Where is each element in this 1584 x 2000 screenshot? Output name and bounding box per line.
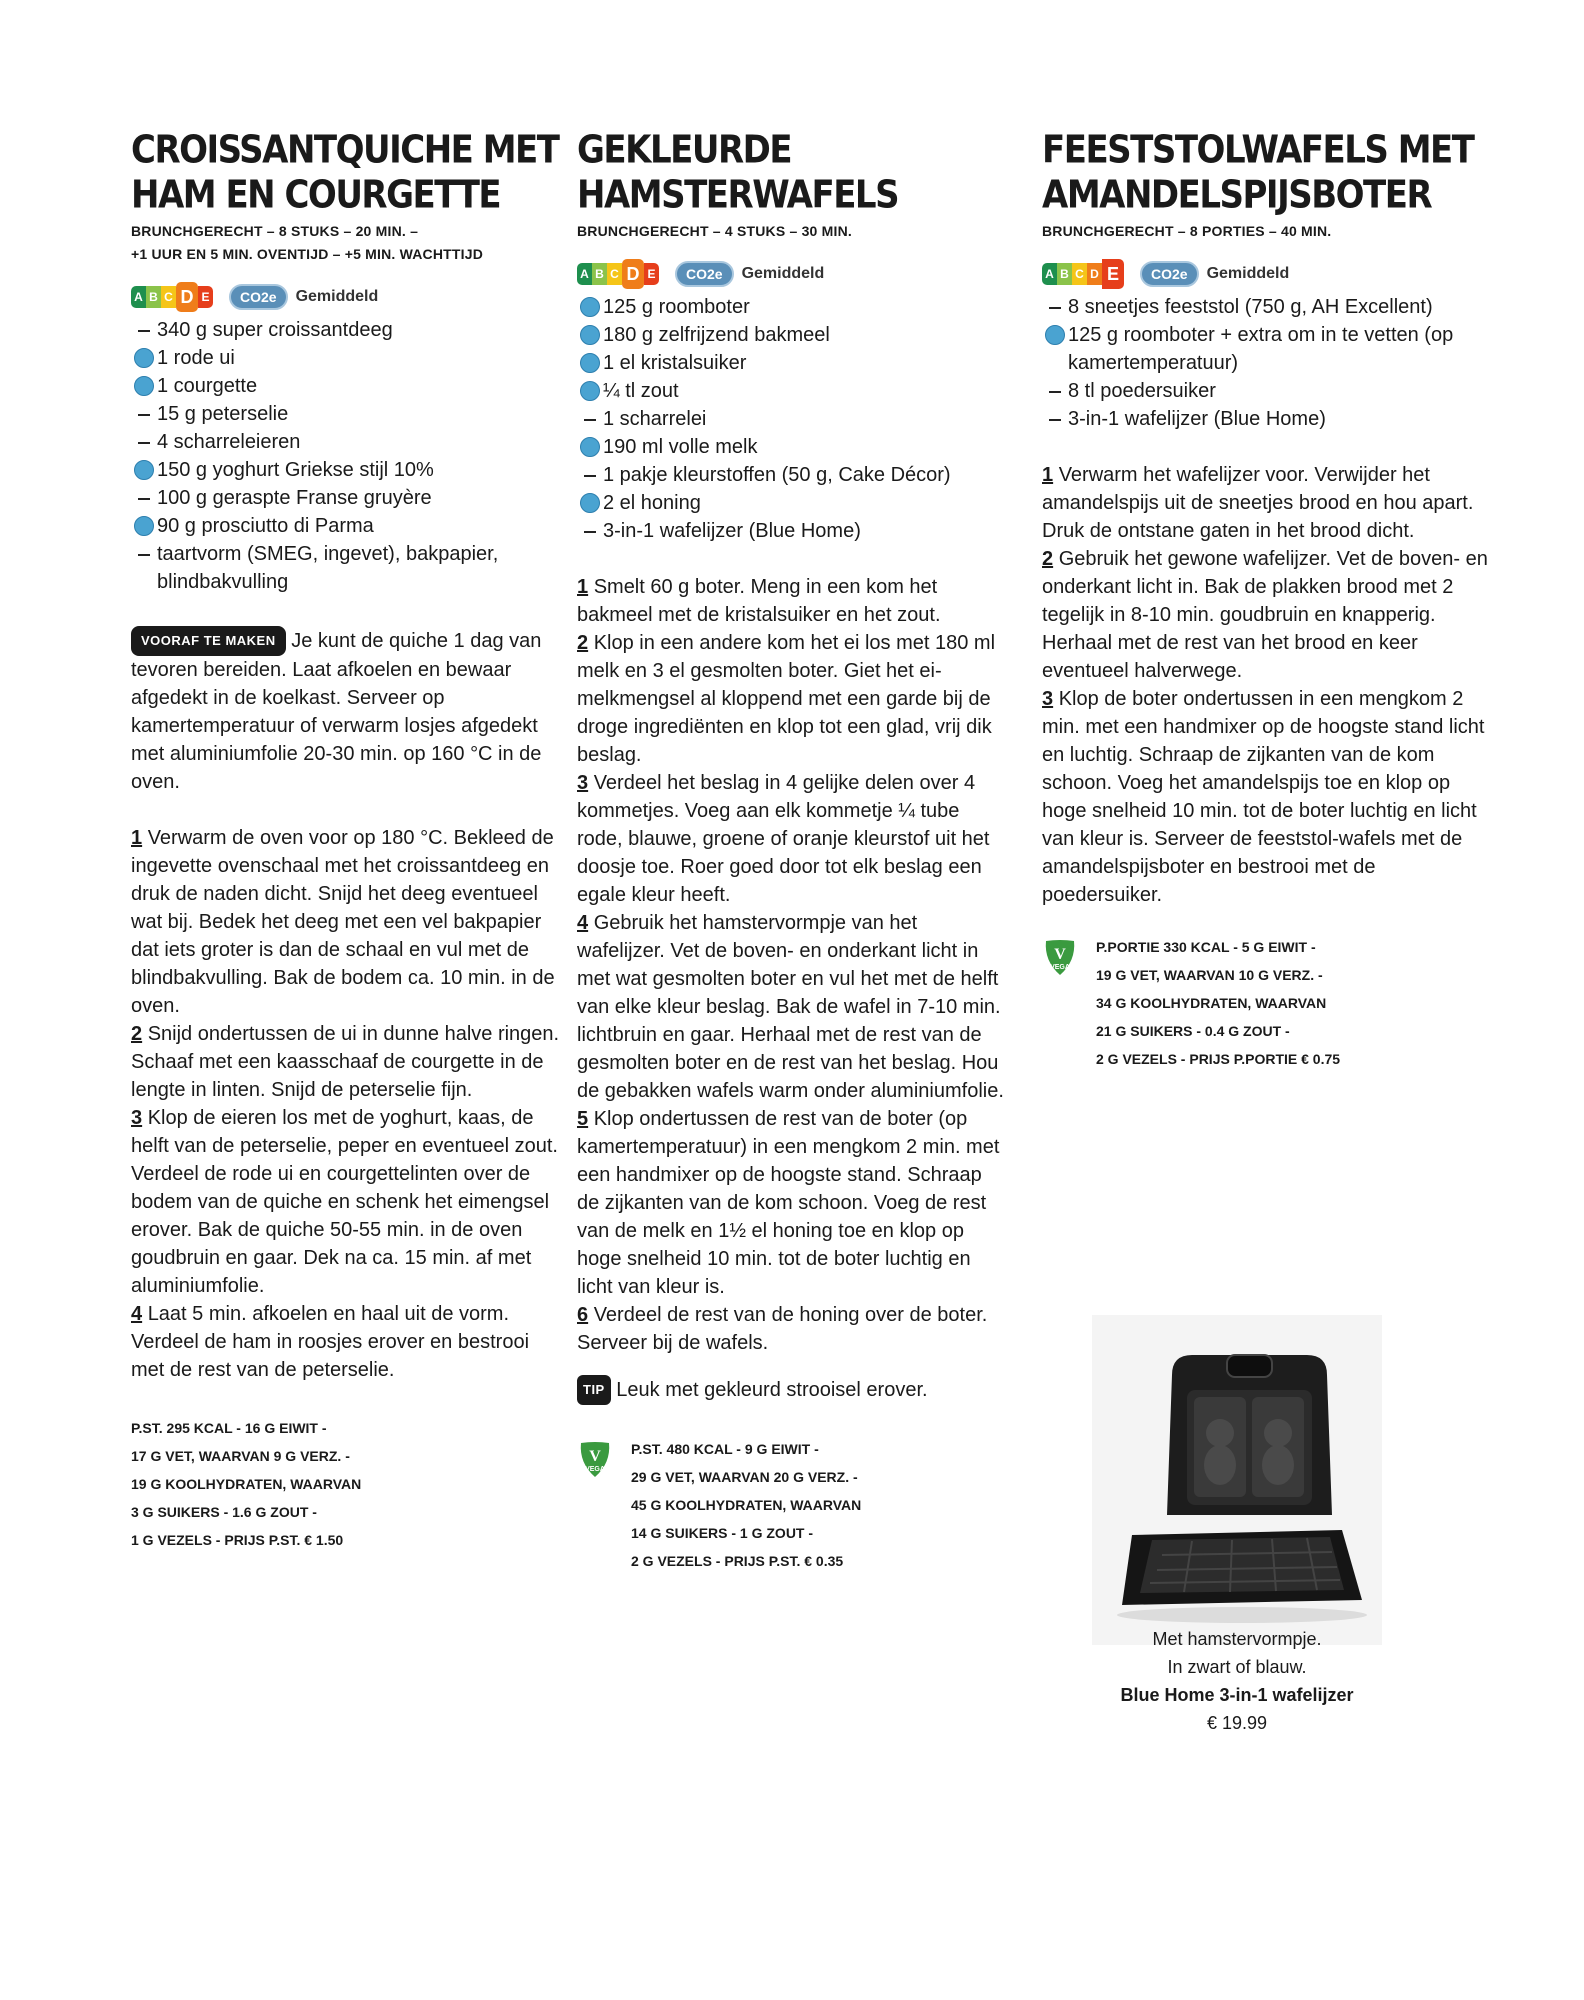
ingredient-text: 90 g prosciutto di Parma [157, 515, 374, 537]
water-drop-icon [577, 349, 603, 373]
step-number: 1 [1042, 464, 1054, 486]
recipe-meta-line: BRUNCHGERECHT – 4 STUKS – 30 MIN. [577, 223, 852, 239]
method-step [131, 1020, 561, 1104]
nutrition-line: 19 G KOOLHYDRATEN, WAARVAN [131, 1476, 362, 1492]
nutri-score-letter: E [644, 263, 659, 285]
water-icon [134, 376, 154, 396]
nutri-score-letter: A [577, 263, 592, 285]
product-photo [1092, 1315, 1382, 1645]
method-step [577, 1301, 1005, 1357]
nutrition-line: 19 G VET, WAARVAN 10 G VERZ. - [1096, 967, 1323, 983]
recipe-title: CROISSANTQUICHE MET HAM EN COURGETTE [131, 128, 559, 218]
ingredient-text: ¼ tl zout [603, 380, 679, 402]
nutrition-line: P.PORTIE 330 KCAL - 5 G EIWIT - [1096, 939, 1316, 955]
nutrition-line: 29 G VET, WAARVAN 20 G VERZ. - [631, 1469, 858, 1485]
method-step [577, 1105, 1005, 1301]
step-number: 2 [131, 1023, 143, 1045]
nutrition-text [631, 1435, 861, 1575]
dash-icon [138, 498, 150, 500]
method-step [577, 573, 1005, 629]
product-name: Blue Home 3-in-1 wafelijzer [1120, 1685, 1354, 1705]
step-number: 2 [577, 632, 589, 654]
dash-bullet [1042, 405, 1068, 421]
dash-icon [138, 330, 150, 332]
vega-leaf-icon [577, 1439, 613, 1479]
vega-icon [1042, 937, 1078, 977]
nutrition-line: 34 G KOOLHYDRATEN, WAARVAN [1096, 995, 1327, 1011]
nutrition-info [1042, 933, 1497, 1073]
step-number: 5 [577, 1108, 589, 1130]
water-drop-icon [577, 489, 603, 513]
nutri-score-badge [1042, 261, 1124, 287]
sustainability-labels [1042, 257, 1497, 291]
ingredient-text: 1 scharrelei [603, 408, 707, 430]
co2-badge [1140, 261, 1289, 287]
recipe-title: FEESTSTOLWAFELS MET AMANDELSPIJSBOTER [1042, 128, 1474, 218]
co2-rating: Gemiddeld [741, 265, 825, 282]
nutrition-text [1096, 933, 1340, 1073]
nutrition-info [131, 1414, 561, 1554]
nutrition-text [131, 1414, 361, 1554]
dash-bullet [131, 428, 157, 444]
nutri-score-letter: B [592, 263, 607, 285]
nutrition-line: 17 G VET, WAARVAN 9 G VERZ. - [131, 1448, 350, 1464]
dash-bullet [577, 405, 603, 421]
sustainability-labels [131, 280, 561, 314]
method-step [1042, 545, 1497, 685]
ingredient-text: 340 g super croissantdeeg [157, 319, 393, 341]
co2-rating: Gemiddeld [1206, 265, 1290, 282]
nutri-score-letter: A [131, 286, 146, 308]
make-ahead-tag: VOORAF TE MAKEN [131, 626, 286, 656]
nutri-score-badge [577, 261, 659, 287]
water-icon [134, 348, 154, 368]
nutrition-line: 14 G SUIKERS - 1 G ZOUT - [631, 1525, 814, 1541]
step-number: 1 [131, 827, 143, 849]
vega-label: Vega [1050, 964, 1070, 971]
co2-badge [675, 261, 824, 287]
step-number: 4 [577, 912, 589, 934]
step-number: 3 [577, 772, 589, 794]
dash-bullet [577, 517, 603, 533]
nutrition-line: P.ST. 295 KCAL - 16 G EIWIT - [131, 1420, 327, 1436]
recipe-meta-line: BRUNCHGERECHT – 8 PORTIES – 40 MIN. [1042, 223, 1332, 239]
caption-line-1: Met hamstervormpje. [1152, 1629, 1322, 1649]
ingredient-text: 125 g roomboter [603, 296, 750, 318]
vega-leaf-icon [1042, 937, 1078, 977]
ingredient-item [131, 484, 561, 512]
ingredient-item [577, 321, 1005, 349]
vega-letter: V [1054, 946, 1066, 963]
nutrition-line: 21 G SUIKERS - 0.4 G ZOUT - [1096, 1023, 1290, 1039]
tip-note [577, 1375, 1005, 1405]
ingredient-text: 15 g peterselie [157, 403, 289, 425]
ingredient-item [131, 540, 561, 596]
step-text: Verwarm de oven voor op 180 °C. Bekleed de ingevette ovenschaal met het croissantdeeg en druk de naden dicht. Snijd het deeg eventueel wat bij. Bedek het deeg met een vel bakpapier dat iets groter is dan de schaal en vul met de blindbakvulling. Bak de bodem ca. 10 min. in de oven. [131, 827, 555, 1017]
dash-icon [138, 554, 150, 556]
method-steps [577, 573, 1005, 1357]
method-steps [1042, 461, 1497, 909]
dash-bullet [577, 461, 603, 477]
nutri-score-letter: A [1042, 263, 1057, 285]
nutrition-line: 1 G VEZELS - PRIJS P.ST. € 1.50 [131, 1532, 344, 1548]
ingredient-item [131, 400, 561, 428]
method-steps [131, 824, 561, 1384]
step-number: 6 [577, 1304, 589, 1326]
step-number: 3 [131, 1107, 143, 1129]
co2-rating: Gemiddeld [295, 288, 379, 305]
step-text: Laat 5 min. afkoelen en haal uit de vorm. Verdeel de ham in roosjes erover en bestrooi met de rest van de peterselie. [131, 1303, 530, 1381]
nutri-score-letter: C [607, 263, 622, 285]
dash-bullet [1042, 293, 1068, 309]
co2-badge [229, 284, 378, 310]
water-drop-icon [1042, 321, 1068, 345]
vega-label: Vega [585, 1466, 605, 1473]
nutrition-line: 45 G KOOLHYDRATEN, WAARVAN [631, 1497, 862, 1513]
step-number: 4 [131, 1303, 143, 1325]
recipe-feeststolwafels [1042, 128, 1497, 1073]
nutri-score-letter: E [1102, 259, 1124, 289]
water-drop-icon [577, 433, 603, 457]
water-icon [580, 437, 600, 457]
recipe-title: GEKLEURDE HAMSTERWAFELS [577, 128, 899, 218]
method-step [131, 1104, 561, 1300]
ingredient-list [577, 293, 1005, 545]
water-icon [134, 516, 154, 536]
recipe-meta [131, 220, 561, 266]
ingredient-text: 8 sneetjes feeststol (750 g, AH Excellent) [1068, 296, 1433, 318]
nutri-score-letter: D [622, 259, 644, 289]
ingredient-text: 2 el honing [603, 492, 701, 514]
recipe-meta [577, 220, 1005, 243]
vega-letter: V [589, 1448, 601, 1465]
water-icon [580, 493, 600, 513]
ingredient-item [131, 512, 561, 540]
water-drop-icon [577, 293, 603, 317]
ingredient-text: 1 el kristalsuiker [603, 352, 747, 374]
dash-icon [138, 442, 150, 444]
recipe-croissantquiche [131, 128, 561, 1554]
step-text: Gebruik het gewone wafelijzer. Vet de boven- en onderkant licht in. Bak de plakken brood met 2 tegelijk in 8-10 min. goudbruin en knapperig. Herhaal met de rest van het brood en keer eventueel halverwege. [1042, 548, 1488, 682]
water-icon [580, 325, 600, 345]
step-number: 2 [1042, 548, 1054, 570]
product-price: € 19.99 [1206, 1713, 1268, 1733]
step-text: Snijd ondertussen de ui in dunne halve ringen. Schaaf met een kaasschaaf de courgette in de lengte in linten. Snijd de peterselie fijn. [131, 1023, 560, 1101]
dash-icon [584, 531, 596, 533]
ingredient-item [1042, 293, 1497, 321]
dash-bullet [131, 540, 157, 556]
water-icon [1045, 325, 1065, 345]
tip-tag: TIP [577, 1375, 611, 1405]
ingredient-text: 3-in-1 wafelijzer (Blue Home) [1068, 408, 1326, 430]
step-number: 1 [577, 576, 589, 598]
make-ahead-text: Je kunt de quiche 1 dag van tevoren bereiden. Laat afkoelen en bewaar afgedekt in de koelkast. Serveer op kamertemperatuur of verwarm losjes afgedekt met aluminiumfolie 20-30 min. op 160 °C in de oven. [131, 630, 542, 793]
step-text: Klop de boter ondertussen in een mengkom 2 min. met een handmixer op de hoogste stand licht en luchtig. Schraap de zijkanten van de kom schoon. Voeg het amandelspijs toe en klop op hoge snelheid 10 min. tot de boter luchtig en licht van kleur is. Serveer de feeststol-wafels met de amandelspijsboter en bestrooi met de poedersuiker. [1042, 688, 1485, 906]
sustainability-labels [577, 257, 1005, 291]
ingredient-text: 190 ml volle melk [603, 436, 758, 458]
step-text: Klop in een andere kom het ei los met 180 ml melk en 3 el gesmolten boter. Giet het ei-melkmengsel al kloppend met een garde bij de droge ingrediënten en klop tot een glad, vrij dik beslag. [577, 632, 996, 766]
ingredient-item [577, 349, 1005, 377]
recipe-meta-line: BRUNCHGERECHT – 8 STUKS – 20 MIN. – [131, 223, 419, 239]
nutri-score-badge [131, 284, 213, 310]
method-step [577, 629, 1005, 769]
nutrition-line: 3 G SUIKERS - 1.6 G ZOUT - [131, 1504, 317, 1520]
nutrition-line: 2 G VEZELS - PRIJS P.PORTIE € 0.75 [1096, 1051, 1341, 1067]
ingredient-text: 8 tl poedersuiker [1068, 380, 1216, 402]
water-icon [134, 460, 154, 480]
step-text: Verdeel het beslag in 4 gelijke delen over 4 kommetjes. Voeg aan elk kommetje ¼ tube rode, blauwe, groene of oranje kleurstof uit het doosje toe. Roer goed door tot elk beslag een egale kleur heeft. [577, 772, 990, 906]
step-text: Gebruik het hamstervormpje van het wafelijzer. Vet de boven- en onderkant licht in met wat gesmolten boter en vul het met de helft van elke kleur beslag. Bak de wafel in 7-10 min. lichtbruin en gaar. Herhaal met de rest van de gesmolten boter en de rest van het beslag. Hou de gebakken wafels warm onder aluminiumfolie. [577, 912, 1004, 1102]
waffle-maker-image [1092, 1315, 1382, 1645]
method-step [1042, 461, 1497, 545]
ingredient-item [131, 456, 561, 484]
nutri-score-letter: B [146, 286, 161, 308]
ingredient-text: 3-in-1 wafelijzer (Blue Home) [603, 520, 861, 542]
dash-icon [584, 419, 596, 421]
ingredient-item [577, 293, 1005, 321]
water-icon [580, 381, 600, 401]
recipe-hamsterwafels [577, 128, 1005, 1575]
tip-text: Leuk met gekleurd strooisel erover. [616, 1379, 928, 1401]
dash-bullet [131, 316, 157, 332]
step-text: Klop de eieren los met de yoghurt, kaas, de helft van de peterselie, peper en eventueel zout. Verdeel de rode ui en courgettelinten over de bodem van de quiche en schenk het eimengsel erover. Bak de quiche 50-55 min. in de oven goudbruin en gaar. Dek na ca. 15 min. af met aluminiumfolie. [131, 1107, 558, 1297]
water-drop-icon [577, 377, 603, 401]
method-step [1042, 685, 1497, 909]
ingredient-item [577, 405, 1005, 433]
step-text: Verdeel de rest van de honing over de boter. Serveer bij de wafels. [577, 1304, 988, 1354]
dash-icon [138, 414, 150, 416]
co2-cloud-icon: CO2e [675, 261, 734, 287]
ingredient-item [131, 316, 561, 344]
dash-icon [1049, 307, 1061, 309]
nutri-score-letter: C [161, 286, 176, 308]
water-icon [580, 297, 600, 317]
step-text: Verwarm het wafelijzer voor. Verwijder het amandelspijs uit de sneetjes brood en hou apart. Druk de ontstane gaten in het brood dicht. [1042, 464, 1474, 542]
ingredient-item [577, 433, 1005, 461]
nutri-score-letter: E [198, 286, 213, 308]
ingredient-item [131, 344, 561, 372]
water-drop-icon [131, 372, 157, 396]
ingredient-text: 150 g yoghurt Griekse stijl 10% [157, 459, 434, 481]
nutri-score-letter: B [1057, 263, 1072, 285]
product-caption [1092, 1625, 1382, 1737]
nutri-score-letter: D [176, 282, 198, 312]
nutrition-info [577, 1435, 1005, 1575]
water-icon [580, 353, 600, 373]
ingredient-item [1042, 321, 1497, 377]
method-step [577, 909, 1005, 1105]
dash-icon [1049, 391, 1061, 393]
nutrition-line: P.ST. 480 KCAL - 9 G EIWIT - [631, 1441, 819, 1457]
water-drop-icon [131, 456, 157, 480]
nutri-score-letter: C [1072, 263, 1087, 285]
recipe-meta [1042, 220, 1497, 243]
ingredient-item [131, 372, 561, 400]
ingredient-text: 4 scharreleieren [157, 431, 301, 453]
ingredient-text: 1 pakje kleurstoffen (50 g, Cake Décor) [603, 464, 951, 486]
ingredient-text: taartvorm (SMEG, ingevet), bakpapier, blindbakvulling [157, 543, 499, 593]
ingredient-text: 180 g zelfrijzend bakmeel [603, 324, 830, 346]
ingredient-text: 125 g roomboter + extra om in te vetten (op kamertemperatuur) [1068, 324, 1454, 374]
ingredient-text: 1 courgette [157, 375, 258, 397]
nutri-score-letter: D [1087, 263, 1102, 285]
method-step [131, 1300, 561, 1384]
ingredient-item [577, 377, 1005, 405]
water-drop-icon [131, 344, 157, 368]
ingredient-item [1042, 377, 1497, 405]
ingredient-list [131, 316, 561, 596]
water-drop-icon [577, 321, 603, 345]
step-number: 3 [1042, 688, 1054, 710]
make-ahead-note [131, 626, 561, 796]
method-step [577, 769, 1005, 909]
step-text: Klop ondertussen de rest van de boter (op kamertemperatuur) in een mengkom 2 min. met een handmixer op de hoogste stand. Schraap de zijkanten van de kom schoon. Voeg de rest van de melk en 1½ el honing toe en klop op hoge snelheid 10 min. tot de boter luchtig en licht van kleur is. [577, 1108, 1000, 1298]
method-step [131, 824, 561, 1020]
co2-cloud-icon: CO2e [229, 284, 288, 310]
ingredient-item [577, 489, 1005, 517]
ingredient-item [1042, 405, 1497, 433]
dash-bullet [131, 400, 157, 416]
ingredient-text: 100 g geraspte Franse gruyère [157, 487, 432, 509]
water-drop-icon [131, 512, 157, 536]
step-text: Smelt 60 g boter. Meng in een kom het bakmeel met de kristalsuiker en het zout. [577, 576, 941, 626]
ingredient-item [131, 428, 561, 456]
ingredient-item [577, 517, 1005, 545]
ingredient-text: 1 rode ui [157, 347, 235, 369]
dash-icon [584, 475, 596, 477]
vega-icon [577, 1439, 613, 1479]
co2-cloud-icon: CO2e [1140, 261, 1199, 287]
ingredient-item [577, 461, 1005, 489]
ingredient-list [1042, 293, 1497, 433]
nutrition-line: 2 G VEZELS - PRIJS P.ST. € 0.35 [631, 1553, 844, 1569]
recipe-meta-line: +1 UUR EN 5 MIN. OVENTIJD – +5 MIN. WACHTTIJD [131, 246, 484, 262]
caption-line-2: In zwart of blauw. [1167, 1657, 1307, 1677]
dash-icon [1049, 419, 1061, 421]
dash-bullet [1042, 377, 1068, 393]
dash-bullet [131, 484, 157, 500]
